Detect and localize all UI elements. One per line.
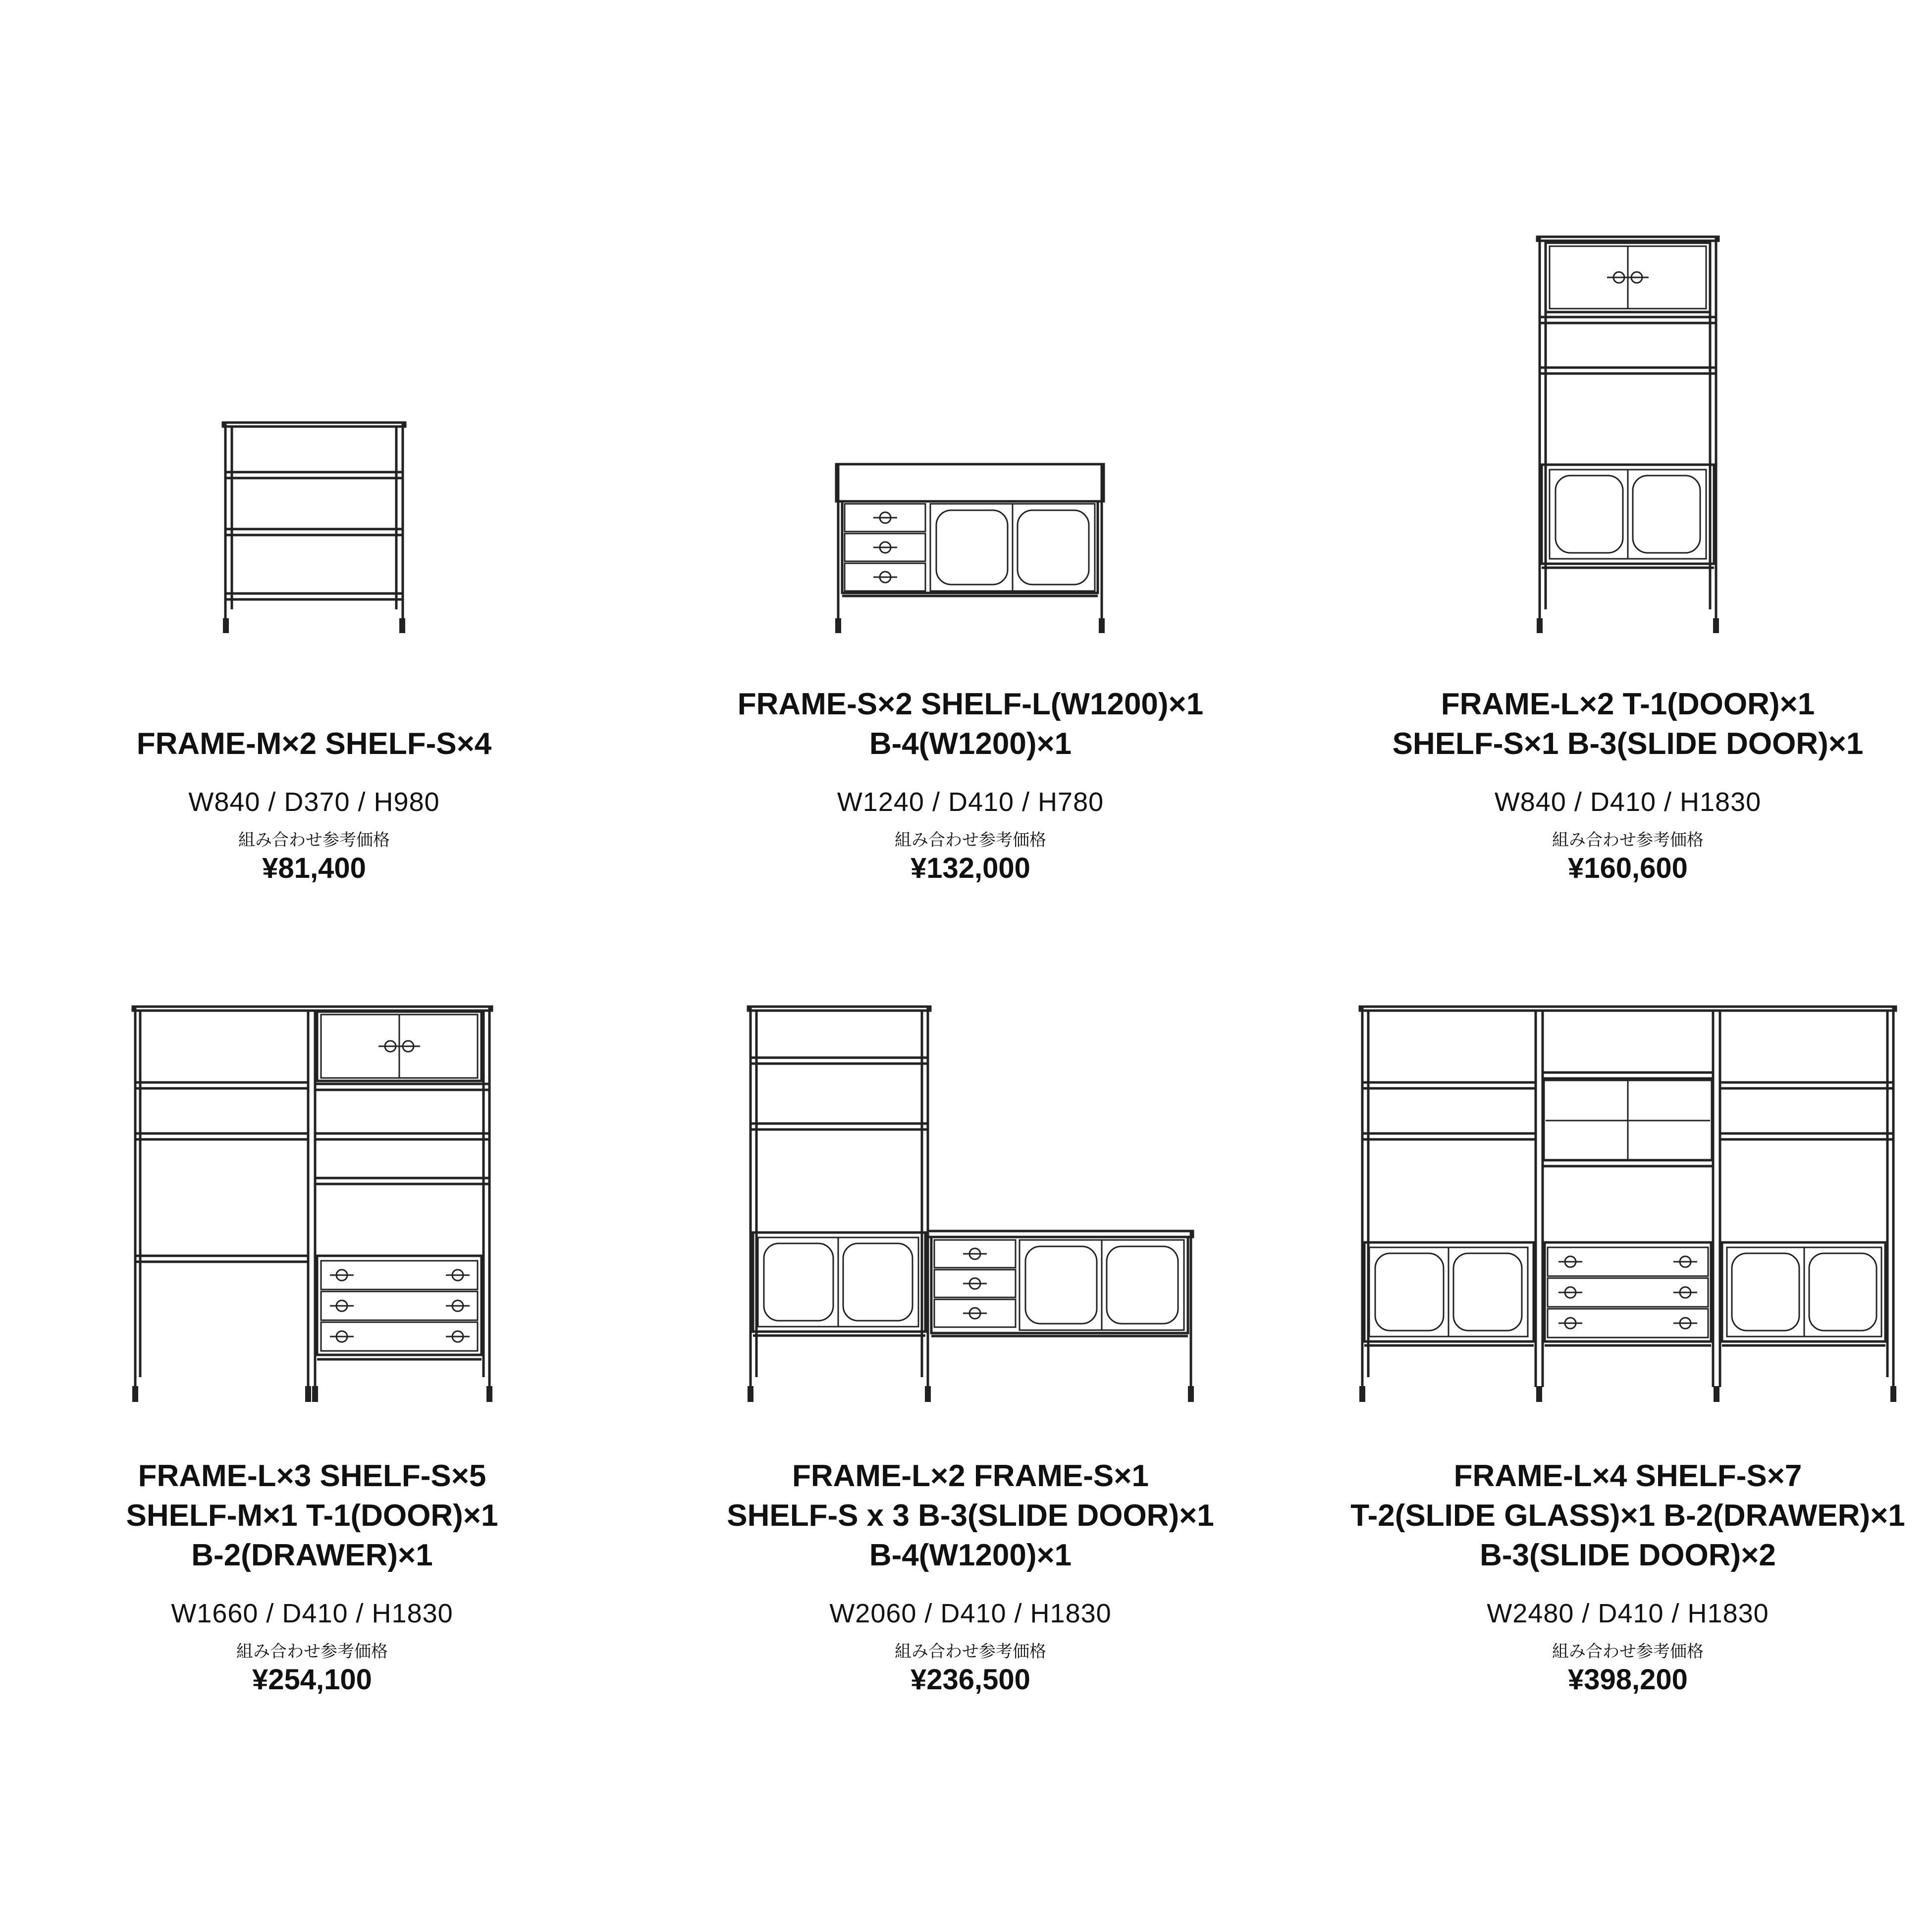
product-caption-4 (5, 1456, 619, 1696)
product-name (663, 685, 1278, 764)
product-price: ¥236,500 (911, 1664, 1030, 1696)
product-dimensions: W840 / D410 / H1830 (1494, 787, 1762, 817)
drawing-frame-m-shelf (223, 423, 405, 633)
product-caption-1 (7, 724, 621, 885)
product-caption-6 (1321, 1456, 1932, 1696)
product-name (1321, 685, 1932, 764)
product-name (663, 1456, 1278, 1575)
product-caption-2 (663, 685, 1278, 885)
product-dimensions: W1660 / D410 / H1830 (171, 1599, 453, 1628)
product-dimensions: W1240 / D410 / H780 (837, 787, 1104, 817)
product-dimensions: W2480 / D410 / H1830 (1487, 1599, 1769, 1628)
drawing-frame-l2-s1-combo (748, 1007, 1194, 1402)
product-caption-3 (1321, 685, 1932, 885)
product-name-line: FRAME-L×4 SHELF-S×7 (1453, 1459, 1802, 1493)
product-name-line: B-3(SLIDE DOOR)×2 (1480, 1538, 1776, 1572)
product-price: ¥398,200 (1568, 1664, 1688, 1696)
product-name-line: FRAME-S×2 SHELF-L(W1200)×1 (737, 687, 1204, 721)
product-price: ¥81,400 (262, 852, 366, 884)
product-price: ¥160,600 (1568, 852, 1688, 884)
product-name-line: B-4(W1200)×1 (869, 727, 1072, 761)
drawing-frame-s-sideboard (835, 464, 1105, 633)
price-note: 組み合わせ参考価格 (1552, 830, 1704, 850)
product-caption-5 (663, 1456, 1278, 1696)
price-note: 組み合わせ参考価格 (236, 1642, 388, 1662)
drawing-frame-l-cabinet (1537, 237, 1719, 633)
product-price: ¥132,000 (911, 852, 1030, 884)
drawing-frame-l3-combo (132, 1007, 492, 1402)
product-name-line: FRAME-L×2 FRAME-S×1 (792, 1459, 1149, 1493)
product-name-line: SHELF-S×1 B-3(SLIDE DOOR)×1 (1392, 727, 1864, 761)
product-name-line: FRAME-L×2 T-1(DOOR)×1 (1441, 687, 1815, 721)
product-name (1321, 1456, 1932, 1575)
drawing-frame-l4-combo (1359, 1007, 1896, 1402)
product-name-line: B-2(DRAWER)×1 (191, 1538, 433, 1572)
price-note: 組み合わせ参考価格 (238, 830, 390, 850)
product-name-line: FRAME-M×2 SHELF-S×4 (136, 727, 492, 761)
product-name-line: SHELF-M×1 T-1(DOOR)×1 (126, 1499, 498, 1533)
product-name-line: T-2(SLIDE GLASS)×1 B-2(DRAWER)×1 (1350, 1499, 1905, 1533)
product-dimensions: W2060 / D410 / H1830 (829, 1599, 1112, 1628)
product-name-line: B-4(W1200)×1 (869, 1538, 1072, 1572)
price-note: 組み合わせ参考価格 (895, 1642, 1046, 1662)
price-note: 組み合わせ参考価格 (1552, 1642, 1704, 1662)
product-name-line: FRAME-L×3 SHELF-S×5 (138, 1459, 486, 1493)
product-dimensions: W840 / D370 / H980 (188, 787, 440, 817)
product-name (5, 1456, 619, 1575)
product-name-line: SHELF-S x 3 B-3(SLIDE DOOR)×1 (727, 1499, 1214, 1533)
price-note: 組み合わせ参考価格 (895, 830, 1046, 850)
product-price: ¥254,100 (252, 1664, 372, 1696)
product-name (7, 724, 621, 764)
